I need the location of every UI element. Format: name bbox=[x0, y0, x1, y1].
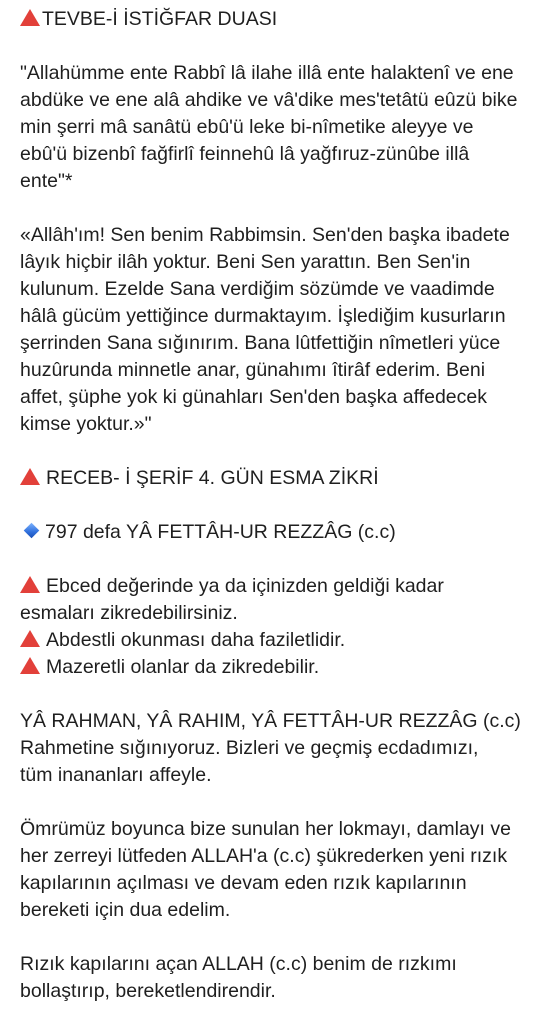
esma-count-row bbox=[20, 519, 538, 546]
heading-tevbe: TEVBE-İ İSTİĞFAR DUASI bbox=[42, 8, 278, 30]
heading-receb: RECEB- İ ŞERİF 4. GÜN ESMA ZİKRİ bbox=[46, 467, 379, 489]
text-line: Rahmetine sığınıyoruz. Bizleri ve geçmiş ecdadımızı, bbox=[20, 737, 479, 759]
text-line: her zerreyi lütfeden ALLAH'a (c.c) şükrederken yeni rızık bbox=[20, 845, 508, 867]
arabic-transliteration bbox=[20, 60, 538, 195]
notes-list bbox=[20, 573, 538, 681]
red-triangle-icon bbox=[20, 630, 40, 647]
prayer-paragraph-3 bbox=[20, 951, 538, 1005]
text-line: bereketi için dua edelim. bbox=[20, 899, 231, 921]
note-item bbox=[20, 627, 538, 654]
note-item-continuation: esmaları zikredebilirsiniz. bbox=[20, 602, 238, 624]
text-line: huzûrunda minnetle anar, günahımı îtirâf ederim. Beni bbox=[20, 359, 486, 381]
text-line: affet, şüphe yok ki günahları Sen'den başka affedecek bbox=[20, 386, 488, 408]
note-text: Mazeretli olanlar da zikredebilir. bbox=[46, 656, 320, 678]
text-line: bollaştırıp, bereketlendirendir. bbox=[20, 980, 276, 1002]
red-triangle-icon bbox=[20, 468, 40, 485]
red-triangle-icon bbox=[20, 576, 40, 593]
text-line: kimse yoktur.»" bbox=[20, 413, 152, 435]
red-triangle-icon bbox=[20, 9, 40, 26]
text-line: min şerri mâ sanâtü ebû'ü leke bi-nîmetike aleyye ve bbox=[20, 116, 474, 138]
text-line: Ömrümüz boyunca bize sunulan her lokmayı, damlayı ve bbox=[20, 818, 511, 840]
note-text: Ebced değerinde ya da içinizden geldiği kadar bbox=[46, 575, 444, 597]
note-item bbox=[20, 654, 538, 681]
note-text: Abdestli okunması daha faziletlidir. bbox=[46, 629, 346, 651]
text-line: ente"* bbox=[20, 170, 73, 192]
note-item bbox=[20, 573, 538, 600]
heading-receb-row bbox=[20, 465, 538, 492]
blue-diamond-icon bbox=[24, 523, 40, 539]
text-line: ebû'ü bizenbî fağfirlî feinnehû lâ yağfıruz-zünûbe illâ bbox=[20, 143, 470, 165]
text-line: "Allahümme ente Rabbî lâ ilahe illâ ente halaktenî ve ene bbox=[20, 62, 514, 84]
prayer-paragraph-2 bbox=[20, 816, 538, 924]
text-line: tüm inananları affeyle. bbox=[20, 764, 212, 786]
meaning-paragraph bbox=[20, 222, 538, 438]
heading-tevbe-row bbox=[20, 6, 538, 33]
red-triangle-icon bbox=[20, 657, 40, 674]
text-line: abdüke ve ene alâ ahdike ve vâ'dike mes'tetâtü eûzü bike bbox=[20, 89, 518, 111]
esma-count-line: 797 defa YÂ FETTÂH-UR REZZÂG (c.c) bbox=[45, 521, 396, 543]
text-line: kapılarının açılması ve devam eden rızık kapılarının bbox=[20, 872, 467, 894]
text-line: YÂ RAHMAN, YÂ RAHIM, YÂ FETTÂH-UR REZZÂG (c.c) bbox=[20, 710, 521, 732]
text-line: kulunum. Ezelde Sana verdiğim sözümde ve vaadimde bbox=[20, 278, 495, 300]
text-line: Rızık kapılarını açan ALLAH (c.c) benim de rızkımı bbox=[20, 953, 457, 975]
prayer-paragraph-1 bbox=[20, 708, 538, 789]
text-line: şerrinden Sana sığınırım. Bana lûtfettiğin nîmetleri yüce bbox=[20, 332, 501, 354]
text-line: «Allâh'ım! Sen benim Rabbimsin. Sen'den başka ibadete bbox=[20, 224, 510, 246]
text-line: lâyık hiçbir ilâh yoktur. Beni Sen yarattın. Ben Sen'in bbox=[20, 251, 471, 273]
text-line: hâlâ gücüm yettiğince durmaktayım. İşlediğim kusurların bbox=[20, 305, 506, 327]
